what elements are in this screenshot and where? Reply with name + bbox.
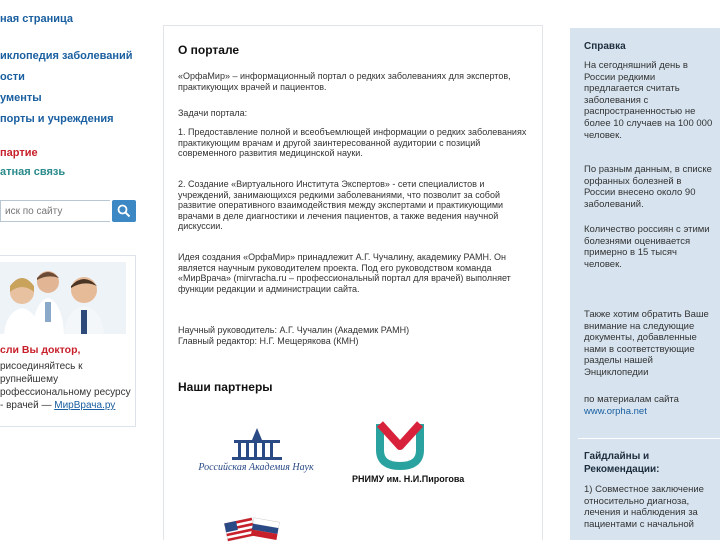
orpha-link[interactable]: www.orpha.net bbox=[584, 405, 647, 417]
search-input[interactable] bbox=[0, 200, 110, 222]
partners-title: Наши партнеры bbox=[178, 380, 273, 394]
reference-fact-3: Количество россиян с этими болезнями оценивается примерно в 15 тысяч человек. bbox=[584, 224, 710, 270]
guideline-item-1[interactable]: 1) Совместное заключение относительно диагноза, лечения и наблюдения за пациентами с начальной bbox=[584, 484, 704, 530]
promo-line-with-link bbox=[0, 399, 134, 412]
flags-logo[interactable] bbox=[222, 512, 282, 542]
promo-line: рофессиональному ресурсу bbox=[0, 387, 131, 398]
reference-fact-1: На сегодняшний день в России редкими предлагается считать заболевания с распространенностью не более 10 случаев на 100 000 человек. bbox=[584, 60, 713, 141]
site-search bbox=[0, 200, 136, 224]
task-one: 1. Предоставление полной и всеобъемлющей информации о редких заболеваниях практикующим врачам и другой заинтересованной аудитории с позиций современного развития медицинской науки. bbox=[178, 127, 527, 159]
promo-title: сли Вы доктор, bbox=[0, 344, 81, 356]
rnimu-logo[interactable] bbox=[352, 410, 482, 490]
source-note bbox=[584, 394, 714, 417]
nav-documents[interactable]: ументы bbox=[0, 92, 42, 104]
mirvracha-link[interactable]: МирВрача.ру bbox=[54, 400, 116, 411]
intro-paragraph: «ОрфаМир» – информационный портал о редких заболеваниях для экспертов, практикующих врачей и пациентов. bbox=[178, 71, 511, 92]
promo-line: - врачей — bbox=[0, 400, 55, 411]
ras-logo[interactable] bbox=[186, 426, 326, 476]
nav-home[interactable]: ная страница bbox=[0, 13, 73, 25]
search-icon bbox=[117, 204, 131, 218]
left-sidebar bbox=[0, 0, 140, 540]
doctor-promo bbox=[0, 255, 136, 427]
source-prefix: по материалам сайта bbox=[584, 394, 679, 405]
nav-encyclopedia[interactable]: иклопедия заболеваний bbox=[0, 50, 133, 62]
page-title: О портале bbox=[178, 43, 240, 57]
rnimu-emblem bbox=[352, 410, 482, 472]
nav-news[interactable]: ости bbox=[0, 71, 25, 83]
rnimu-caption: РНИМУ им. Н.И.Пирогова bbox=[352, 474, 465, 484]
guidelines-title: Гайдлайны и Рекомендации: bbox=[584, 451, 660, 475]
reference-title: Справка bbox=[584, 41, 626, 52]
nav-partners[interactable]: партие bbox=[0, 147, 38, 159]
right-sidebar bbox=[570, 28, 720, 540]
main-content bbox=[163, 25, 543, 540]
editors-paragraph: Научный руководитель: А.Г. Чучалин (Академик РАМН) Главный редактор: Н.Г. Мещерякова (КМН) bbox=[178, 325, 410, 346]
search-button[interactable] bbox=[112, 200, 136, 222]
nav-feedback[interactable]: атная связь bbox=[0, 166, 66, 178]
promo-line: рисоединяйтесь к bbox=[0, 361, 83, 372]
reference-fact-2: По разным данным, в списке орфанных болезней в России внесено около 90 заболеваний. bbox=[584, 164, 712, 210]
tasks-heading: Задачи портала: bbox=[178, 108, 248, 118]
promo-text bbox=[0, 360, 134, 412]
divider bbox=[578, 438, 720, 439]
founder-paragraph: Идея создания «ОрфаМир» принадлежит А.Г. Чучалину, академику РАМН. Он является научным руководителем проекта. Под его руководством команда «МирВрача» (mirvracha.ru – профессиональный портал для врачей) выполняет функции редакции и администрации сайта. bbox=[178, 252, 511, 294]
nav-reports[interactable]: порты и учреждения bbox=[0, 113, 114, 125]
documents-notice: Также хотим обратить Ваше внимание на следующие документы, добавленные нами в соответствующие разделы нашей Энциклопедии bbox=[584, 309, 709, 378]
task-two: 2. Создание «Виртуального Института Экспертов» - сети специалистов и учреждений, занимающихся редкими заболеваниями, что позволит за собой развитие оперативного взаимодействия между экспертами и практикующими врачами в деле диагностики и лечения пациентов, а также ведения научной дискуссии. bbox=[178, 179, 504, 232]
doctors-photo bbox=[0, 262, 126, 334]
ras-caption: Российская Академия Наук bbox=[198, 462, 314, 473]
promo-line: рупнейшему bbox=[0, 374, 59, 385]
